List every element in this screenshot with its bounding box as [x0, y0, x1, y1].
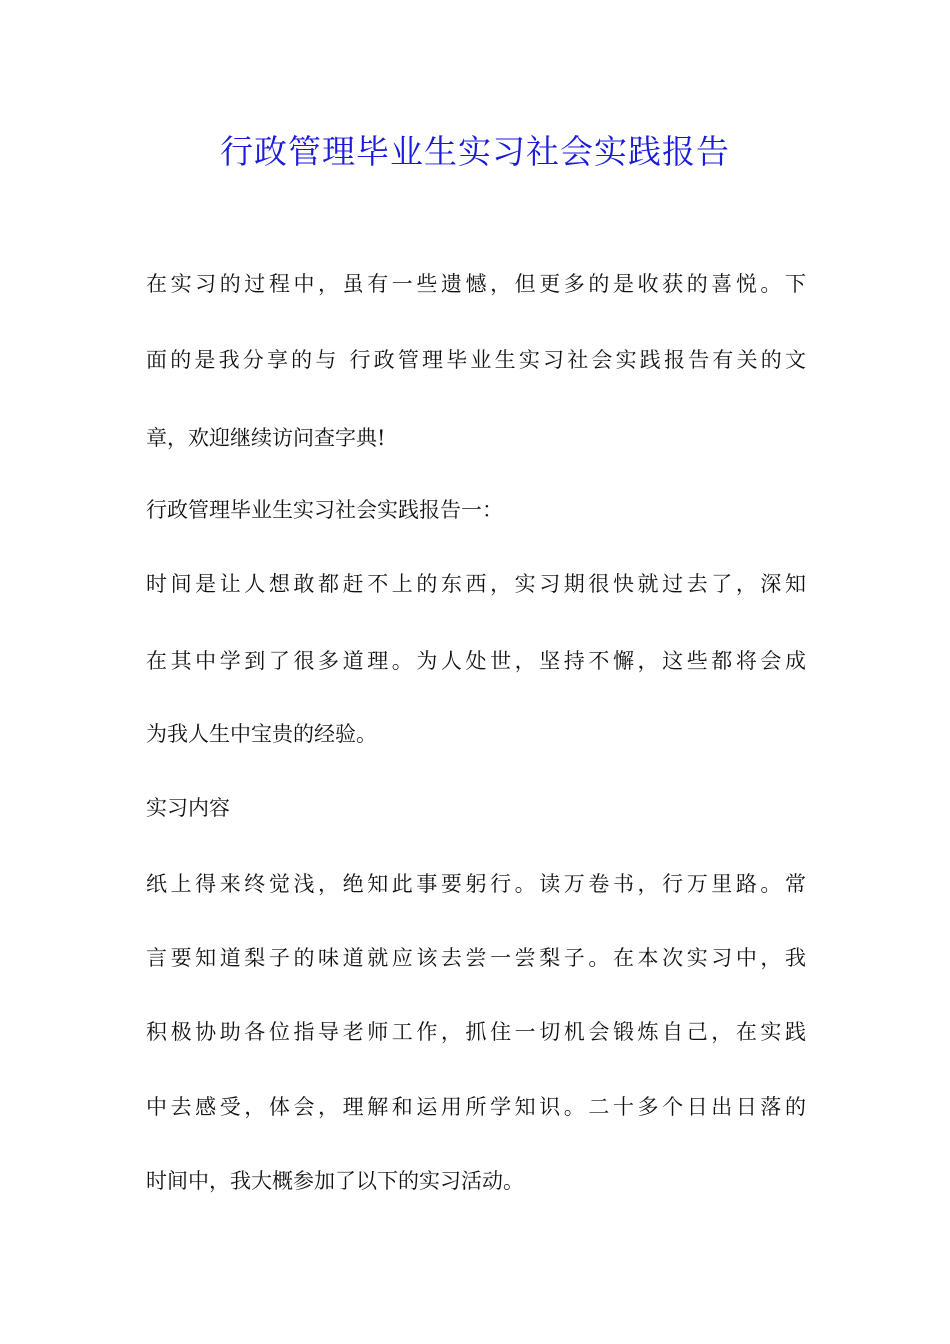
section-heading: 实习内容	[146, 796, 230, 820]
paragraph-line: 为我人生中宝贵的经验。	[146, 722, 377, 746]
paragraph-line: 言要知道梨子的味道就应该去尝一尝梨子。在本次实习中，我	[146, 946, 806, 970]
section-heading: 行政管理毕业生实习社会实践报告一：	[146, 498, 503, 522]
paragraph-line: 在实习的过程中，虽有一些遗憾，但更多的是收获的喜悦。下	[146, 272, 806, 296]
paragraph-line: 纸上得来终觉浅，绝知此事要躬行。读万卷书，行万里路。常	[146, 872, 806, 896]
paragraph-line: 面的是我分享的与 行政管理毕业生实习社会实践报告有关的文	[146, 348, 806, 372]
paragraph-line: 时间是让人想敢都赶不上的东西，实习期很快就过去了，深知	[146, 572, 806, 596]
paragraph-line: 中去感受，体会，理解和运用所学知识。二十多个日出日落的	[146, 1095, 806, 1119]
paragraph-line: 积极协助各位指导老师工作，抓住一切机会锻炼自己，在实践	[146, 1020, 806, 1044]
paragraph-line: 时间中，我大概参加了以下的实习活动。	[146, 1169, 524, 1193]
document-title: 行政管理毕业生实习社会实践报告	[220, 132, 730, 171]
paragraph-line: 在其中学到了很多道理。为人处世，坚持不懈，这些都将会成	[146, 649, 806, 673]
paragraph-line: 章，欢迎继续访问查字典!	[146, 426, 386, 450]
